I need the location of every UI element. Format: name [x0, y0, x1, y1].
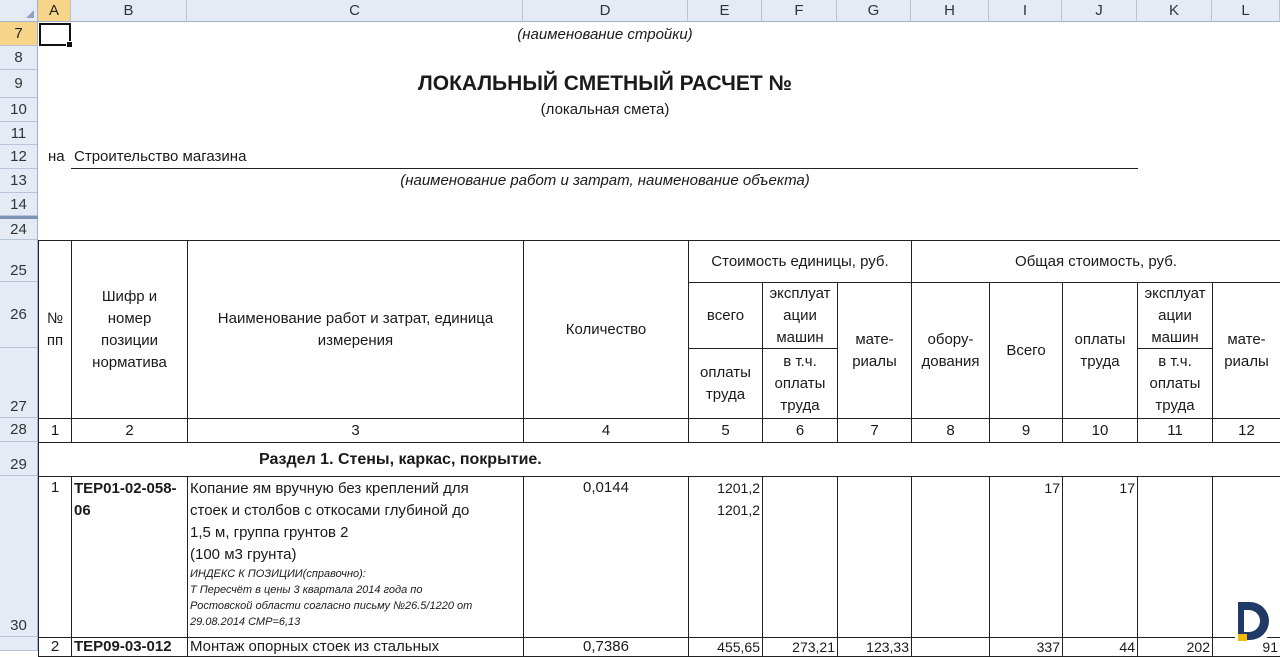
row-header-9[interactable]: 9: [0, 70, 38, 98]
column-header-h[interactable]: H: [911, 0, 989, 22]
header-f-machines: эксплуат ации машин: [762, 282, 838, 349]
item2-num: 2: [38, 637, 72, 657]
item2-code: ТЕР09-03-012: [71, 637, 188, 657]
header-name: Наименование работ и затрат, единица измерения: [187, 240, 524, 419]
row-header-30[interactable]: 30: [0, 476, 38, 637]
row-header-7[interactable]: 7: [0, 22, 38, 46]
select-all-corner[interactable]: [0, 0, 38, 22]
item2-k: 202: [1137, 637, 1213, 657]
colnum-10: 10: [1062, 418, 1138, 443]
item1-f: [762, 476, 838, 638]
estimate-subtitle: (локальная смета): [540, 101, 670, 118]
colnum-11: 11: [1137, 418, 1213, 443]
header-k-labor: в т.ч. оплаты труда: [1137, 348, 1213, 419]
row-header-27[interactable]: 27: [0, 348, 38, 418]
row-header-8[interactable]: 8: [0, 46, 38, 70]
row-header-31[interactable]: [0, 637, 38, 651]
colnum-9: 9: [989, 418, 1063, 443]
header-k-machines: эксплуат ации машин: [1137, 282, 1213, 349]
row-header-14[interactable]: 14: [0, 193, 38, 216]
header-i-total: Всего: [989, 282, 1063, 419]
header-h-equipment: обору- дования: [911, 282, 990, 419]
item1-name: Копание ям вручную без креплений для стоек и столбов с откосами глубиной до 1,5 м, группа грунтов 2 (100 м3 грунта) ИНДЕКС К ПОЗИЦИИ(справочно): Т Пересчёт в цены 3 квартала 2014 года по Ростовской области согласно письму №26.5/1220 от 29.08.2014 СМР=6,13: [187, 476, 524, 638]
colnum-3: 3: [187, 418, 524, 443]
header-e-total: всего: [688, 282, 763, 349]
colnum-2: 2: [71, 418, 188, 443]
item1-j: 17: [1062, 476, 1138, 638]
item1-num: 1: [38, 476, 72, 638]
header-num: № пп: [38, 240, 72, 419]
item1-code: ТЕР01-02-058- 06: [71, 476, 188, 638]
row-header-26[interactable]: 26: [0, 282, 38, 348]
item2-name: Монтаж опорных стоек из стальных: [187, 637, 524, 657]
header-qty: Количество: [523, 240, 689, 419]
row-header-25[interactable]: 25: [0, 240, 38, 282]
colnum-1: 1: [38, 418, 72, 443]
colnum-5: 5: [688, 418, 763, 443]
item1-h: [911, 476, 990, 638]
colnum-8: 8: [911, 418, 990, 443]
works-caption: (наименование работ и затрат, наименование объекта): [400, 172, 810, 189]
colnum-12: 12: [1212, 418, 1280, 443]
estimate-title: ЛОКАЛЬНЫЙ СМЕТНЫЙ РАСЧЕТ №: [418, 72, 792, 95]
item2-l: 91: [1212, 637, 1280, 657]
column-header-a[interactable]: A: [38, 0, 71, 22]
item2-g: 123,33: [837, 637, 912, 657]
row-header-28[interactable]: 28: [0, 418, 38, 442]
colnum-6: 6: [762, 418, 838, 443]
on-label: на: [48, 148, 65, 165]
column-header-f[interactable]: F: [762, 0, 837, 22]
header-unit-cost-group: Стоимость единицы, руб.: [688, 240, 912, 283]
column-header-l[interactable]: L: [1212, 0, 1280, 22]
active-cell-a7[interactable]: [39, 23, 71, 46]
item1-e: 1201,2 1201,2: [688, 476, 763, 638]
header-l-materials: мате- риалы: [1212, 282, 1280, 419]
stroyka-caption: (наименование стройки): [517, 26, 693, 43]
item2-e: 455,65: [688, 637, 763, 657]
section-title: Раздел 1. Стены, каркас, покрытие.: [259, 450, 542, 468]
column-header-c[interactable]: C: [187, 0, 523, 22]
row-header-10[interactable]: 10: [0, 98, 38, 122]
header-j-labor: оплаты труда: [1062, 282, 1138, 419]
row-header-24[interactable]: 24: [0, 219, 38, 240]
brand-logo-icon: [1226, 596, 1276, 646]
header-e-labor: оплаты труда: [688, 348, 763, 419]
item2-f: 273,21: [762, 637, 838, 657]
item2-h: [911, 637, 990, 657]
header-code: Шифр и номер позиции норматива: [71, 240, 188, 419]
column-header-g[interactable]: G: [837, 0, 911, 22]
row-header-13[interactable]: 13: [0, 169, 38, 193]
colnum-4: 4: [523, 418, 689, 443]
column-header-b[interactable]: B: [71, 0, 187, 22]
column-header-j[interactable]: J: [1062, 0, 1137, 22]
column-header-e[interactable]: E: [688, 0, 762, 22]
colnum-7: 7: [837, 418, 912, 443]
item1-qty: 0,0144: [523, 476, 689, 638]
item1-i: 17: [989, 476, 1063, 638]
item2-qty: 0,7386: [523, 637, 689, 657]
item1-k: [1137, 476, 1213, 638]
header-total-cost-group: Общая стоимость, руб.: [911, 240, 1280, 283]
header-f-labor: в т.ч. оплаты труда: [762, 348, 838, 419]
row-header-29[interactable]: 29: [0, 442, 38, 476]
column-header-i[interactable]: I: [989, 0, 1062, 22]
row-header-11[interactable]: 11: [0, 122, 38, 145]
item2-i: 337: [989, 637, 1063, 657]
row-header-12[interactable]: 12: [0, 145, 38, 169]
column-header-k[interactable]: K: [1137, 0, 1212, 22]
item2-j: 44: [1062, 637, 1138, 657]
object-name-underline: [71, 168, 1138, 169]
object-name: Строительство магазина: [74, 148, 247, 165]
item1-g: [837, 476, 912, 638]
header-g-materials: мате- риалы: [837, 282, 912, 419]
column-header-d[interactable]: D: [523, 0, 688, 22]
section-row: [38, 442, 1280, 477]
